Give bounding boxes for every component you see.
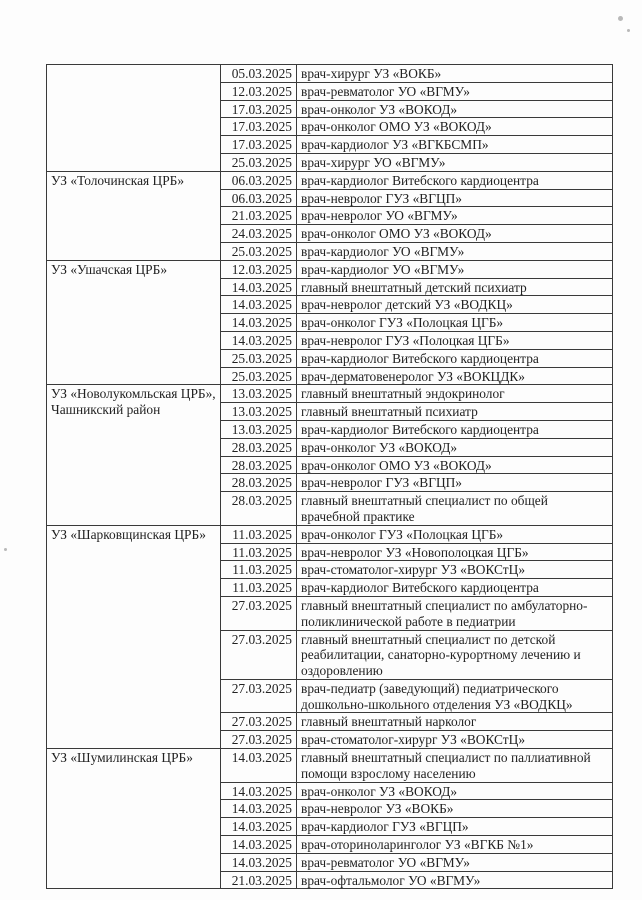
specialist-cell: врач-онколог ОМО УЗ «ВОКОД» — [297, 456, 613, 474]
date-cell: 25.03.2025 — [221, 367, 297, 385]
institution-cell — [47, 65, 221, 172]
date-cell: 11.03.2025 — [221, 561, 297, 579]
specialist-cell: врач-кардиолог УО «ВГМУ» — [297, 260, 613, 278]
date-cell: 14.03.2025 — [221, 800, 297, 818]
date-cell: 14.03.2025 — [221, 296, 297, 314]
schedule-table-body — [47, 65, 613, 889]
date-cell: 14.03.2025 — [221, 749, 297, 783]
table-row — [47, 260, 613, 278]
date-cell: 14.03.2025 — [221, 782, 297, 800]
specialist-cell: врач-невролог ГУЗ «ВГЦП» — [297, 474, 613, 492]
specialist-cell: врач-педиатр (заведующий) педиатрического дошкольно-школьного отделения УЗ «ВОДКЦ» — [297, 679, 613, 713]
specialist-cell: врач-хирург УЗ «ВОКБ» — [297, 65, 613, 83]
specialist-cell: врач-стоматолог-хирург УЗ «ВОКСтЦ» — [297, 731, 613, 749]
date-cell: 28.03.2025 — [221, 492, 297, 526]
specialist-cell: главный внештатный психиатр — [297, 403, 613, 421]
date-cell: 13.03.2025 — [221, 420, 297, 438]
institution-cell: УЗ «Ушачская ЦРБ» — [47, 260, 221, 385]
specialist-cell: врач-офтальмолог УО «ВГМУ» — [297, 871, 613, 889]
institution-cell: УЗ «Новолукомльская ЦРБ», Чашникский район — [47, 385, 221, 525]
date-cell: 14.03.2025 — [221, 818, 297, 836]
specialist-cell: врач-онколог ОМО УЗ «ВОКОД» — [297, 118, 613, 136]
specialist-cell: врач-дерматовенеролог УЗ «ВОКЦДК» — [297, 367, 613, 385]
specialist-cell: врач-кардиолог УЗ «ВГКБСМП» — [297, 136, 613, 154]
date-cell: 14.03.2025 — [221, 836, 297, 854]
specialist-cell: главный внештатный детский психиатр — [297, 278, 613, 296]
specialist-cell: главный внештатный эндокринолог — [297, 385, 613, 403]
table-row — [47, 65, 613, 83]
date-cell: 25.03.2025 — [221, 349, 297, 367]
specialist-cell: главный внештатный специалист по амбулаторно-поликлинической работе в педиатрии — [297, 596, 613, 630]
date-cell: 28.03.2025 — [221, 474, 297, 492]
specialist-cell: главный внештатный специалист по общей врачебной практике — [297, 492, 613, 526]
date-cell: 17.03.2025 — [221, 136, 297, 154]
specialist-cell: врач-онколог УЗ «ВОКОД» — [297, 100, 613, 118]
table-row — [47, 525, 613, 543]
specialist-cell: врач-невролог УЗ «ВОКБ» — [297, 800, 613, 818]
date-cell: 13.03.2025 — [221, 385, 297, 403]
specialist-cell: врач-кардиолог ГУЗ «ВГЦП» — [297, 818, 613, 836]
date-cell: 11.03.2025 — [221, 525, 297, 543]
date-cell: 11.03.2025 — [221, 543, 297, 561]
specialist-cell: врач-онколог УЗ «ВОКОД» — [297, 782, 613, 800]
date-cell: 12.03.2025 — [221, 260, 297, 278]
specialist-cell: врач-онколог УЗ «ВОКОД» — [297, 438, 613, 456]
date-cell: 25.03.2025 — [221, 242, 297, 260]
table-row — [47, 749, 613, 783]
date-cell: 25.03.2025 — [221, 153, 297, 171]
specialist-cell: главный внештатный нарколог — [297, 713, 613, 731]
institution-cell: УЗ «Шумилинская ЦРБ» — [47, 749, 221, 889]
date-cell: 14.03.2025 — [221, 314, 297, 332]
date-cell: 14.03.2025 — [221, 278, 297, 296]
specialist-cell: врач-онколог ОМО УЗ «ВОКОД» — [297, 225, 613, 243]
scan-speck — [627, 29, 630, 32]
scan-speck — [618, 16, 623, 21]
specialist-cell: врач-онколог ГУЗ «Полоцкая ЦГБ» — [297, 314, 613, 332]
date-cell: 27.03.2025 — [221, 713, 297, 731]
institution-cell: УЗ «Толочинская ЦРБ» — [47, 171, 221, 260]
specialist-cell: врач-кардиолог Витебского кардиоцентра — [297, 420, 613, 438]
specialist-cell: врач-кардиолог Витебского кардиоцентра — [297, 579, 613, 597]
date-cell: 27.03.2025 — [221, 630, 297, 679]
date-cell: 21.03.2025 — [221, 207, 297, 225]
date-cell: 06.03.2025 — [221, 189, 297, 207]
specialist-cell: врач-невролог ГУЗ «ВГЦП» — [297, 189, 613, 207]
date-cell: 05.03.2025 — [221, 65, 297, 83]
specialist-cell: врач-ревматолог УО «ВГМУ» — [297, 853, 613, 871]
date-cell: 27.03.2025 — [221, 596, 297, 630]
specialist-cell: врач-оториноларинголог УЗ «ВГКБ №1» — [297, 836, 613, 854]
date-cell: 24.03.2025 — [221, 225, 297, 243]
scan-speck — [4, 548, 7, 551]
date-cell: 17.03.2025 — [221, 118, 297, 136]
institution-cell: УЗ «Шарковщинская ЦРБ» — [47, 525, 221, 748]
specialist-cell: врач-кардиолог Витебского кардиоцентра — [297, 349, 613, 367]
date-cell: 21.03.2025 — [221, 871, 297, 889]
date-cell: 14.03.2025 — [221, 331, 297, 349]
specialist-cell: врач-невролог детский УЗ «ВОДКЦ» — [297, 296, 613, 314]
date-cell: 11.03.2025 — [221, 579, 297, 597]
date-cell: 27.03.2025 — [221, 731, 297, 749]
schedule-table — [46, 64, 613, 889]
specialist-cell: врач-невролог ГУЗ «Полоцкая ЦГБ» — [297, 331, 613, 349]
specialist-cell: врач-невролог УЗ «Новополоцкая ЦГБ» — [297, 543, 613, 561]
specialist-cell: врач-ревматолог УО «ВГМУ» — [297, 82, 613, 100]
date-cell: 28.03.2025 — [221, 438, 297, 456]
specialist-cell: главный внештатный специалист по паллиативной помощи взрослому населению — [297, 749, 613, 783]
date-cell: 13.03.2025 — [221, 403, 297, 421]
specialist-cell: врач-кардиолог УО «ВГМУ» — [297, 242, 613, 260]
specialist-cell: врач-стоматолог-хирург УЗ «ВОКСтЦ» — [297, 561, 613, 579]
specialist-cell: врач-кардиолог Витебского кардиоцентра — [297, 171, 613, 189]
date-cell: 27.03.2025 — [221, 679, 297, 713]
table-row — [47, 171, 613, 189]
specialist-cell: врач-хирург УО «ВГМУ» — [297, 153, 613, 171]
date-cell: 17.03.2025 — [221, 100, 297, 118]
date-cell: 06.03.2025 — [221, 171, 297, 189]
specialist-cell: главный внештатный специалист по детской реабилитации, санаторно-курортному лечению и оздоровлению — [297, 630, 613, 679]
date-cell: 28.03.2025 — [221, 456, 297, 474]
specialist-cell: врач-онколог ГУЗ «Полоцкая ЦГБ» — [297, 525, 613, 543]
specialist-cell: врач-невролог УО «ВГМУ» — [297, 207, 613, 225]
date-cell: 12.03.2025 — [221, 82, 297, 100]
date-cell: 14.03.2025 — [221, 853, 297, 871]
table-row — [47, 385, 613, 403]
